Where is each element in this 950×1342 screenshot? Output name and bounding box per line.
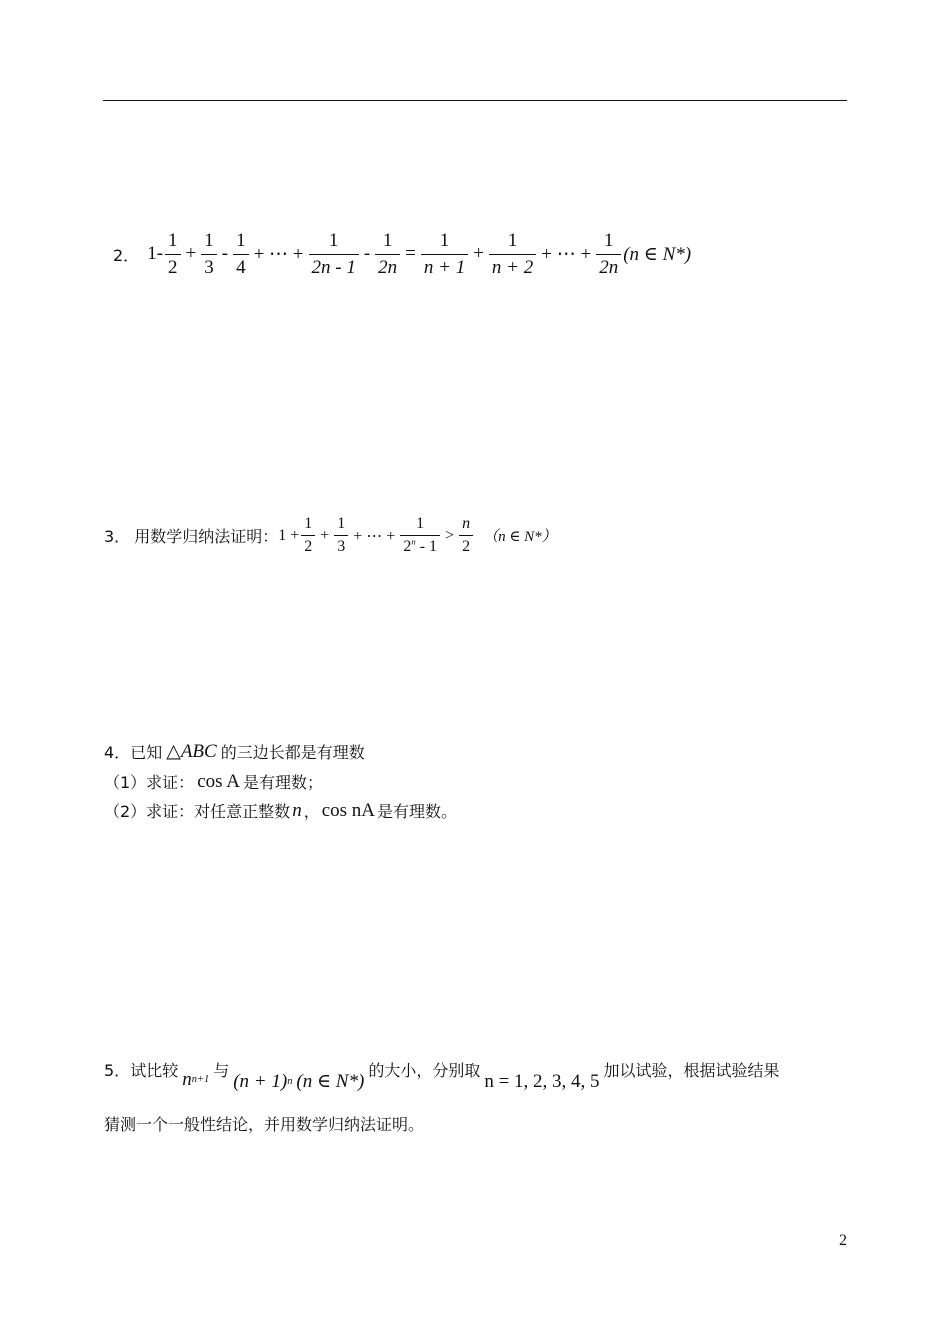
problem-number: 2．: [113, 245, 140, 265]
trial-values: n = 1, 2, 3, 4, 5: [484, 1070, 600, 1092]
problem-2: [113, 230, 691, 279]
problem-5-line-2: 猜测一个一般性结论，并用数学归纳法证明。: [104, 1115, 425, 1134]
expr-n-power: n n+1: [182, 1068, 210, 1090]
problem-2-equation: 1- $\frac{1}{2}$ + $\frac{1}{3}$ - $\frac{1}{4}$ + ⋯ + $\frac{1}{2n - 1}$ - $\frac{1}{2n}$ = $\frac{1}{n + 1}$ + $\frac{1}{n + 2}$ + ⋯ + $\frac{1}{2n}$ (n ∈ N*): [147, 230, 692, 278]
problem-3-text: 用数学归纳法证明：: [134, 527, 279, 547]
problem-number: 3．: [104, 527, 131, 547]
domain: （n ∈ N*）: [483, 529, 557, 546]
header-rule: [103, 100, 847, 101]
fraction: $\frac{1}{2n}$: [596, 230, 621, 279]
domain: (n ∈ N*): [623, 243, 692, 265]
expr-n-plus-1-power: (n + 1) n (n ∈ N*): [233, 1070, 365, 1092]
problem-4-sub-2: （2）求证：对任意正整数 n ， cos nA 是有理数。: [104, 799, 458, 821]
fraction: $\frac{1}{2n}$: [375, 230, 400, 279]
problem-3: [104, 515, 557, 557]
fraction: $\frac{1}{2n - 1}$: [309, 230, 359, 279]
fraction: $\frac{1}{2}$: [165, 230, 181, 279]
problem-5: 5． 试比较 n n+1 与 (n + 1) n (n ∈ N*) 的大小，分别取 n = 1, 2, 3, 4, 5 加以试验，根据试验结果: [104, 1058, 780, 1081]
triangle-abc: △ABC: [166, 741, 217, 762]
cos-a: cos A: [197, 770, 240, 792]
problem-4: 4． 已知 △ABC 的三边长都是有理数: [104, 741, 365, 762]
lhs-lead: 1-: [147, 243, 164, 265]
fraction: $\frac{n}{2}$: [459, 515, 473, 557]
fraction: $\frac{1}{2^n - 1}$: [400, 515, 440, 557]
problem-4-sub-1: （1）求证： cos A 是有理数；: [104, 770, 323, 792]
fraction: $\frac{1}{n + 1}$: [421, 230, 468, 279]
page-number: 2: [839, 1232, 847, 1249]
fraction: $\frac{1}{3}$: [201, 230, 217, 279]
problem-number: 4．: [104, 743, 131, 762]
problem-number: 5．: [104, 1061, 131, 1080]
fraction: $\frac{1}{3}$: [334, 515, 348, 557]
fraction: $\frac{1}{4}$: [233, 230, 249, 279]
fraction: $\frac{1}{2}$: [301, 515, 315, 557]
fraction: $\frac{1}{n + 2}$: [489, 230, 536, 279]
problem-3-inequality: 1 + $\frac{1}{2}$ + $\frac{1}{3}$ + ⋯ + $\frac{1}{2^n - 1}$ > $\frac{n}{2}$ （n ∈ N*）: [278, 515, 557, 556]
cos-na: cos nA: [321, 799, 376, 821]
